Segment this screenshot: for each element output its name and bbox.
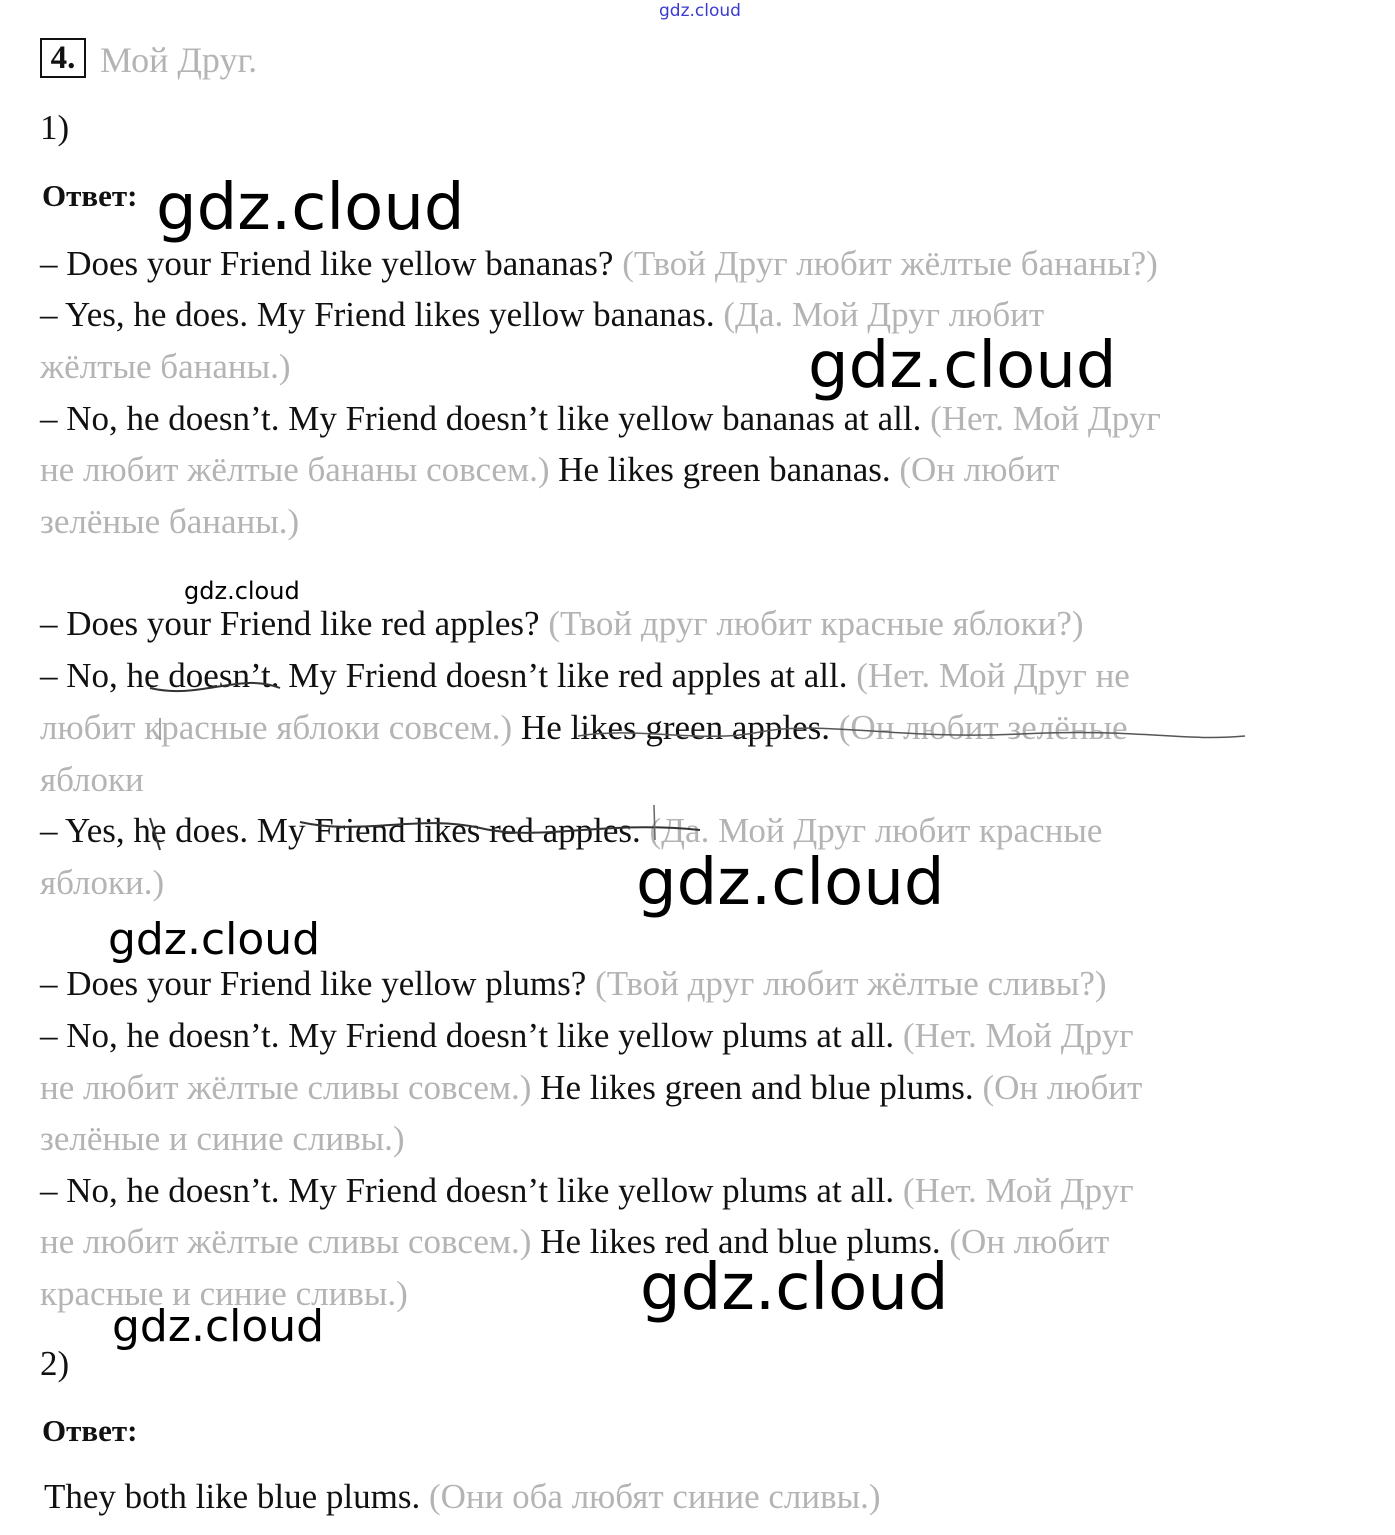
answer-line: – No, he doesn’t. My Friend doesn’t like yellow bananas at all. (Нет. Мой Друг — [40, 399, 1161, 438]
watermark: gdz.cloud — [640, 1251, 949, 1325]
watermark: gdz.cloud — [112, 1301, 325, 1352]
answer-line: не любит жёлтые сливы совсем.) He likes red and blue plums. (Он любит — [40, 1222, 1110, 1261]
watermark: gdz.cloud — [808, 329, 1117, 403]
part-1-label: 1) — [40, 108, 70, 147]
part-2-answer-label: Ответ: — [42, 1413, 138, 1448]
answer-line: – No, he doesn’t. My Friend doesn’t like yellow plums at all. (Нет. Мой Друг — [40, 1171, 1134, 1210]
top-watermark: gdz.cloud — [659, 1, 741, 21]
part-1-answer-label: Ответ: — [42, 178, 138, 213]
watermark: gdz.cloud — [184, 577, 300, 605]
answer-line: – No, he doesn’t. My Friend doesn’t like red apples at all. (Нет. Мой Друг не — [40, 656, 1130, 695]
answer-line: They both like blue plums. (Они оба любят синие сливы.) — [44, 1477, 881, 1516]
answer-line: – Yes, he does. My Friend likes yellow bananas. (Да. Мой Друг любит — [40, 295, 1045, 334]
answer-line: зелёные бананы.) — [40, 502, 300, 541]
task-number-box: 4. — [40, 38, 86, 78]
watermark: gdz.cloud — [108, 914, 321, 965]
part-2-label: 2) — [40, 1344, 70, 1383]
answer-line: – Does your Friend like yellow bananas? (Твой Друг любит жёлтые бананы?) — [40, 244, 1158, 283]
answer-line: не любит жёлтые бананы совсем.) He likes green bananas. (Он любит — [40, 450, 1060, 489]
answer-line: яблоки — [40, 760, 144, 799]
answer-line: яблоки.) — [40, 863, 165, 902]
answer-line: любит красные яблоки совсем.) He likes green apples. (Он любит зелёные — [40, 708, 1128, 747]
answer-line: – Does your Friend like yellow plums? (Твой друг любит жёлтые сливы?) — [40, 964, 1107, 1003]
watermark: gdz.cloud — [156, 171, 465, 245]
task-title: Мой Друг. — [100, 40, 258, 80]
answer-line: не любит жёлтые сливы совсем.) He likes green and blue plums. (Он любит — [40, 1068, 1143, 1107]
answer-line: – Yes, he does. My Friend likes red apples. (Да. Мой Друг любит красные — [40, 811, 1103, 850]
answer-line: жёлтые бананы.) — [40, 347, 291, 386]
answer-line: зелёные и синие сливы.) — [40, 1119, 405, 1158]
watermark: gdz.cloud — [636, 846, 945, 920]
answer-line: – Does your Friend like red apples? (Твой друг любит красные яблоки?) — [40, 604, 1084, 643]
answer-line: красные и синие сливы.) — [40, 1274, 408, 1313]
answer-line: – No, he doesn’t. My Friend doesn’t like yellow plums at all. (Нет. Мой Друг — [40, 1016, 1134, 1055]
